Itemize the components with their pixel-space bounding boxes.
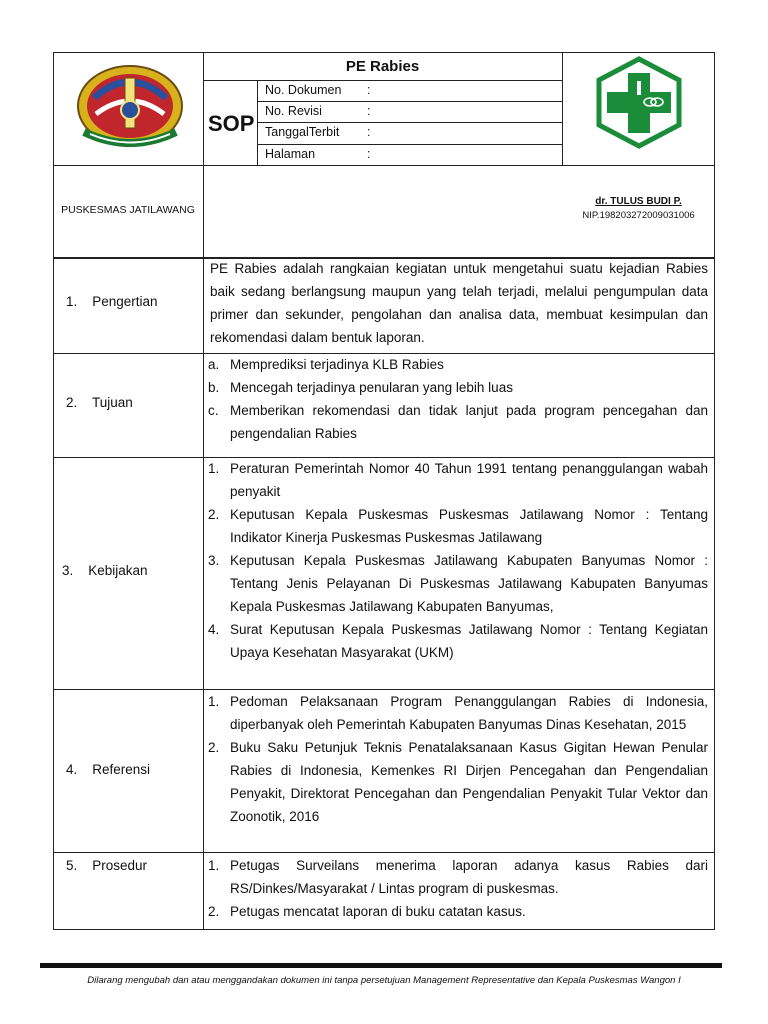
- list-item-text: Memberikan rekomendasi dan tidak lanjut pada program pencegahan dan pengendalian Rabies: [230, 403, 708, 441]
- meta-row-divider-2: [257, 122, 562, 123]
- meta-label-no-revisi: No. Revisi: [265, 104, 322, 118]
- list-marker: a.: [208, 357, 220, 372]
- list-item: [204, 376, 708, 399]
- sop-label: SOP: [208, 111, 255, 136]
- list-marker: b.: [208, 380, 220, 395]
- meta-label-no-dokumen: No. Dokumen: [265, 83, 342, 97]
- list-item: [204, 854, 708, 900]
- header-row-divider: [53, 165, 715, 166]
- meta-label-tanggal-terbit: TanggalTerbit: [265, 125, 340, 139]
- section-list-tujuan: [204, 353, 708, 445]
- meta-sep-no-revisi: :: [367, 104, 371, 118]
- list-item: [204, 736, 708, 828]
- list-item-text: Mencegah terjadinya penularan yang lebih luas: [230, 380, 513, 395]
- list-item: [204, 503, 708, 549]
- header-divider-left: [203, 52, 204, 258]
- list-item-text: Memprediksi terjadinya KLB Rabies: [230, 357, 444, 372]
- list-marker: 2.: [208, 507, 220, 522]
- document-title: PE Rabies: [345, 58, 420, 75]
- section-label-referensi: 4. Referensi: [66, 762, 151, 777]
- list-item: [204, 549, 708, 618]
- meta-sep-tanggal-terbit: :: [367, 125, 371, 139]
- list-item: [204, 690, 708, 736]
- section-list-referensi: [204, 690, 708, 828]
- list-item-text: Petugas mencatat laporan di buku catatan kasus.: [230, 904, 526, 919]
- list-marker: 3.: [208, 553, 220, 568]
- meta-divider: [257, 80, 258, 166]
- list-item-text: Keputusan Kepala Puskesmas Jatilawang Kabupaten Banyumas Nomor : Tentang Jenis Pelayanan Di Puskesmas Jatilawang Kabupaten Banyumas Kepala Puskesmas Jatilawang Kabupaten Banyumas,: [230, 553, 708, 614]
- list-marker: 2.: [208, 740, 220, 755]
- header-divider-right: [562, 52, 563, 166]
- section-list-prosedur: [204, 854, 708, 923]
- list-marker: 1.: [208, 461, 220, 476]
- meta-sep-no-dokumen: :: [367, 83, 371, 97]
- list-item: [204, 900, 708, 923]
- section-label-prosedur: 5. Prosedur: [66, 858, 148, 873]
- signer-nip: NIP.198203272009031006: [582, 210, 695, 221]
- list-marker: 4.: [208, 622, 220, 637]
- list-item-text: Buku Saku Petunjuk Teknis Penatalaksanaan Kasus Gigitan Hewan Penular Rabies di Indonesia, Kemenkes RI Dirjen Pencegahan dan Pengendalian Penyakit, Direktorat Pencegahan dan Pengendalian Penyakit Tular Vektor dan Zoonotik, 2016: [230, 740, 708, 824]
- section-list-kebijakan: [204, 457, 708, 664]
- list-item-text: Pedoman Pelaksanaan Program Penanggulangan Rabies di Indonesia, diperbanyak oleh Pemerintah Kabupaten Banyumas Dinas Kesehatan, 2015: [230, 694, 708, 732]
- footer-rule: [40, 963, 722, 968]
- list-marker: 1.: [208, 694, 220, 709]
- title-row-divider: [203, 80, 562, 81]
- list-marker: 2.: [208, 904, 220, 919]
- list-marker: c.: [208, 403, 219, 418]
- list-item: [204, 457, 708, 503]
- footer-note: Dilarang mengubah dan atau menggandakan dokumen ini tanpa persetujuan Management Representative dan Kepala Puskesmas Wangon I: [87, 975, 681, 986]
- meta-row-divider-3: [257, 144, 562, 145]
- section-label-tujuan: 2. Tujuan: [66, 395, 133, 410]
- section-label-pengertian: 1. Pengertian: [66, 294, 158, 309]
- meta-sep-halaman: :: [367, 147, 371, 161]
- list-item: [204, 618, 708, 664]
- puskesmas-logo: [591, 55, 687, 150]
- meta-row-divider-1: [257, 101, 562, 102]
- list-item-text: Surat Keputusan Kepala Puskesmas Jatilawang Nomor : Tentang Kegiatan Upaya Kesehatan Masyarakat (UKM): [230, 622, 708, 660]
- section-label-kebijakan: 3. Kebijakan: [62, 563, 148, 578]
- signer-name: dr. TULUS BUDI P.: [595, 196, 682, 207]
- list-item: [204, 399, 708, 445]
- list-item-text: Keputusan Kepala Puskesmas Puskesmas Jatilawang Nomor : Tentang Indikator Kinerja Puskesmas Puskesmas Jatilawang: [230, 507, 708, 545]
- list-item: [204, 353, 708, 376]
- list-marker: 1.: [208, 858, 220, 873]
- section-divider-4: [53, 852, 715, 853]
- meta-label-halaman: Halaman: [265, 147, 316, 161]
- list-item-text: Peraturan Pemerintah Nomor 40 Tahun 1991 tentang penanggulangan wabah penyakit: [230, 461, 708, 499]
- organization-name: PUSKESMAS JATILAWANG: [61, 204, 195, 216]
- list-item-text: Petugas Surveilans menerima laporan adanya kasus Rabies dari RS/Dinkes/Masyarakat / Lintas program di puskesmas.: [230, 858, 708, 896]
- regional-emblem-logo: [74, 58, 186, 158]
- section-text-pengertian: PE Rabies adalah rangkaian kegiatan untuk mengetahui suatu kejadian Rabies baik sedang berlangsung maupun yang telah terjadi, melalui pengumpulan data primer dan sekunder, pengolahan dan analisa data, membuat kesimpulan dan rekomendasi dalam bentuk laporan.: [210, 261, 708, 345]
